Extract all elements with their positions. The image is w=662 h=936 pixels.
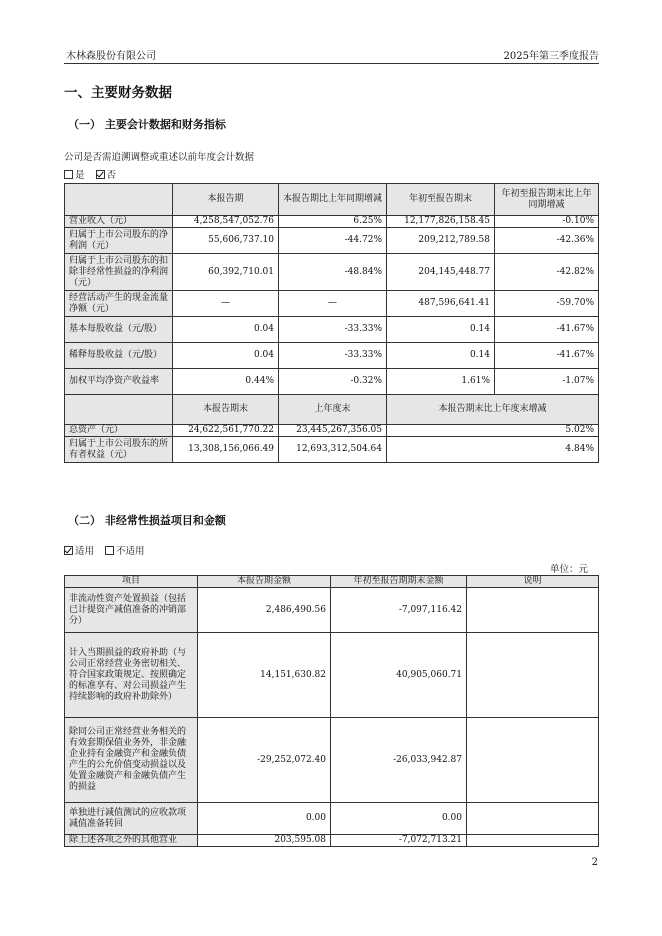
cell-value: 24,622,561,770.22 (173, 425, 279, 437)
cell-value: -59.70% (495, 291, 599, 317)
option-yes-label: 是 (75, 170, 85, 181)
row-label: 非流动性资产处置损益（包括已计提资产减值准备的冲销部分） (65, 588, 198, 633)
cell-value: -48.84% (279, 254, 387, 291)
cell-value: -33.33% (279, 317, 387, 343)
cell-value: 209,212,789.58 (387, 228, 495, 254)
header-report-title: 2025年第三季度报告 (503, 51, 599, 62)
cell-value: 6.25% (279, 216, 387, 228)
cell-value: 0.14 (387, 343, 495, 369)
restate-options (64, 167, 116, 181)
cell-value: -44.72% (279, 228, 387, 254)
cell-value: -29,252,072.40 (198, 718, 331, 803)
table-row (65, 588, 599, 633)
row-label: 稀释每股收益（元/股） (65, 343, 173, 369)
cell-value: 487,596,641.41 (387, 291, 495, 317)
cell-value: -41.67% (495, 317, 599, 343)
cell-value: 4,258,547,052.76 (173, 216, 279, 228)
cell-value: -7,072,713.21 (331, 835, 467, 847)
table-header-row (65, 184, 599, 216)
cell-value: 2,486,490.56 (198, 588, 331, 633)
section-title: 一、主要财务数据 (64, 85, 172, 101)
cell-note (467, 588, 599, 633)
cell-value: -42.82% (495, 254, 599, 291)
row-label: 归属于上市公司股东的所有者权益（元） (65, 437, 173, 463)
page-number: 2 (591, 857, 598, 868)
row-label: 除上述各项之外的其他营业 (65, 835, 198, 847)
cell-value: -7,097,116.42 (331, 588, 467, 633)
cell-value: 1.61% (387, 369, 495, 395)
table-row (65, 718, 599, 803)
unit-label: 单位：元 (549, 564, 588, 575)
cell-value: -26,033,942.87 (331, 718, 467, 803)
row-label: 营业收入（元） (65, 216, 173, 228)
cell-value: 0.00 (331, 803, 467, 835)
cell-value: -0.10% (495, 216, 599, 228)
row-label: 加权平均净资产收益率 (65, 369, 173, 395)
row-label: 计入当期损益的政府补助（与公司正常经营业务密切相关、符合国家政策规定、按照确定的标准享有、对公司损益产生持续影响的政府补助除外） (65, 633, 198, 718)
cell-value: -41.67% (495, 343, 599, 369)
cell-value: 60,392,710.01 (173, 254, 279, 291)
header-company: 木林森股份有限公司 (66, 51, 156, 62)
table-row (65, 343, 599, 369)
table-row (65, 425, 599, 437)
cell-value: 23,445,267,356.05 (279, 425, 387, 437)
checkbox-checked-icon (64, 546, 73, 555)
header-divider (64, 63, 599, 64)
apply-options (64, 543, 145, 557)
row-label: 归属于上市公司股东的扣除非经常性损益的净利润（元） (65, 254, 173, 291)
cell-value: 13,308,156,066.49 (173, 437, 279, 463)
cell-value: 4.84% (387, 437, 599, 463)
cell-value: 0.04 (173, 343, 279, 369)
non-recurring-items-table (64, 575, 599, 847)
cell-value: — (173, 291, 279, 317)
table-row (65, 254, 599, 291)
cell-value: -1.07% (495, 369, 599, 395)
financial-data-table (64, 183, 599, 463)
row-label: 单独进行减值测试的应收款项减值准备转回 (65, 803, 198, 835)
option-applicable-label: 适用 (75, 546, 95, 557)
header-cell-empty (65, 184, 173, 216)
header-cell: 本报告期金额 (198, 576, 331, 588)
header-cell: 项目 (65, 576, 198, 588)
checkbox-unchecked-icon (105, 546, 114, 555)
header-cell: 本报告期 (173, 184, 279, 216)
table-row (65, 835, 599, 847)
row-label: 除同公司正常经营业务相关的有效套期保值业务外，非金融企业持有金融资产和金融负债产生的公允价值变动损益以及处置金融资产和金融负债产生的损益 (65, 718, 198, 803)
header-cell: 年初至报告期末比上年同期增减 (495, 184, 599, 216)
cell-value: — (279, 291, 387, 317)
cell-value: 203,595.08 (198, 835, 331, 847)
header-cell: 说明 (467, 576, 599, 588)
header-cell: 年初至报告期末 (387, 184, 495, 216)
table-row (65, 633, 599, 718)
cell-value: 0.44% (173, 369, 279, 395)
cell-note (467, 803, 599, 835)
cell-value: 0.04 (173, 317, 279, 343)
header-cell: 本报告期比上年同期增减 (279, 184, 387, 216)
row-label: 总资产（元） (65, 425, 173, 437)
subsection-title-2: （二） 非经常性损益项目和金额 (68, 514, 226, 527)
table-row (65, 317, 599, 343)
cell-note (467, 718, 599, 803)
header-cell-empty (65, 395, 173, 425)
table-header-row-2 (65, 395, 599, 425)
row-label: 基本每股收益（元/股） (65, 317, 173, 343)
cell-note (467, 633, 599, 718)
checkbox-checked-icon (96, 170, 105, 179)
cell-value: 55,606,737.10 (173, 228, 279, 254)
table-row (65, 369, 599, 395)
option-not-applicable-label: 不适用 (116, 546, 145, 557)
checkbox-unchecked-icon (64, 170, 73, 179)
option-no-label: 否 (106, 170, 117, 181)
cell-value: 0.00 (198, 803, 331, 835)
header-cell: 本报告期末比上年度末增减 (387, 395, 599, 425)
cell-value: 40,905,060.71 (331, 633, 467, 718)
cell-value: 12,177,826,158.45 (387, 216, 495, 228)
cell-value: 5.02% (387, 425, 599, 437)
table-row (65, 228, 599, 254)
cell-value: 204,145,448.77 (387, 254, 495, 291)
cell-value: -42.36% (495, 228, 599, 254)
cell-value: -33.33% (279, 343, 387, 369)
cell-value: 12,693,312,504.64 (279, 437, 387, 463)
restate-question: 公司是否需追溯调整或重述以前年度会计数据 (64, 152, 255, 163)
row-label: 经营活动产生的现金流量净额（元） (65, 291, 173, 317)
table-row (65, 803, 599, 835)
cell-note (467, 835, 599, 847)
row-label: 归属于上市公司股东的净利润（元） (65, 228, 173, 254)
table-row (65, 216, 599, 228)
table-row (65, 437, 599, 463)
header-cell: 上年度末 (279, 395, 387, 425)
cell-value: 0.14 (387, 317, 495, 343)
table-row (65, 291, 599, 317)
cell-value: 14,151,630.82 (198, 633, 331, 718)
header-cell: 本报告期末 (173, 395, 279, 425)
table-header-row (65, 576, 599, 588)
header-cell: 年初至报告期期末金额 (331, 576, 467, 588)
subsection-title-1: （一） 主要会计数据和财务指标 (68, 118, 226, 131)
cell-value: -0.32% (279, 369, 387, 395)
